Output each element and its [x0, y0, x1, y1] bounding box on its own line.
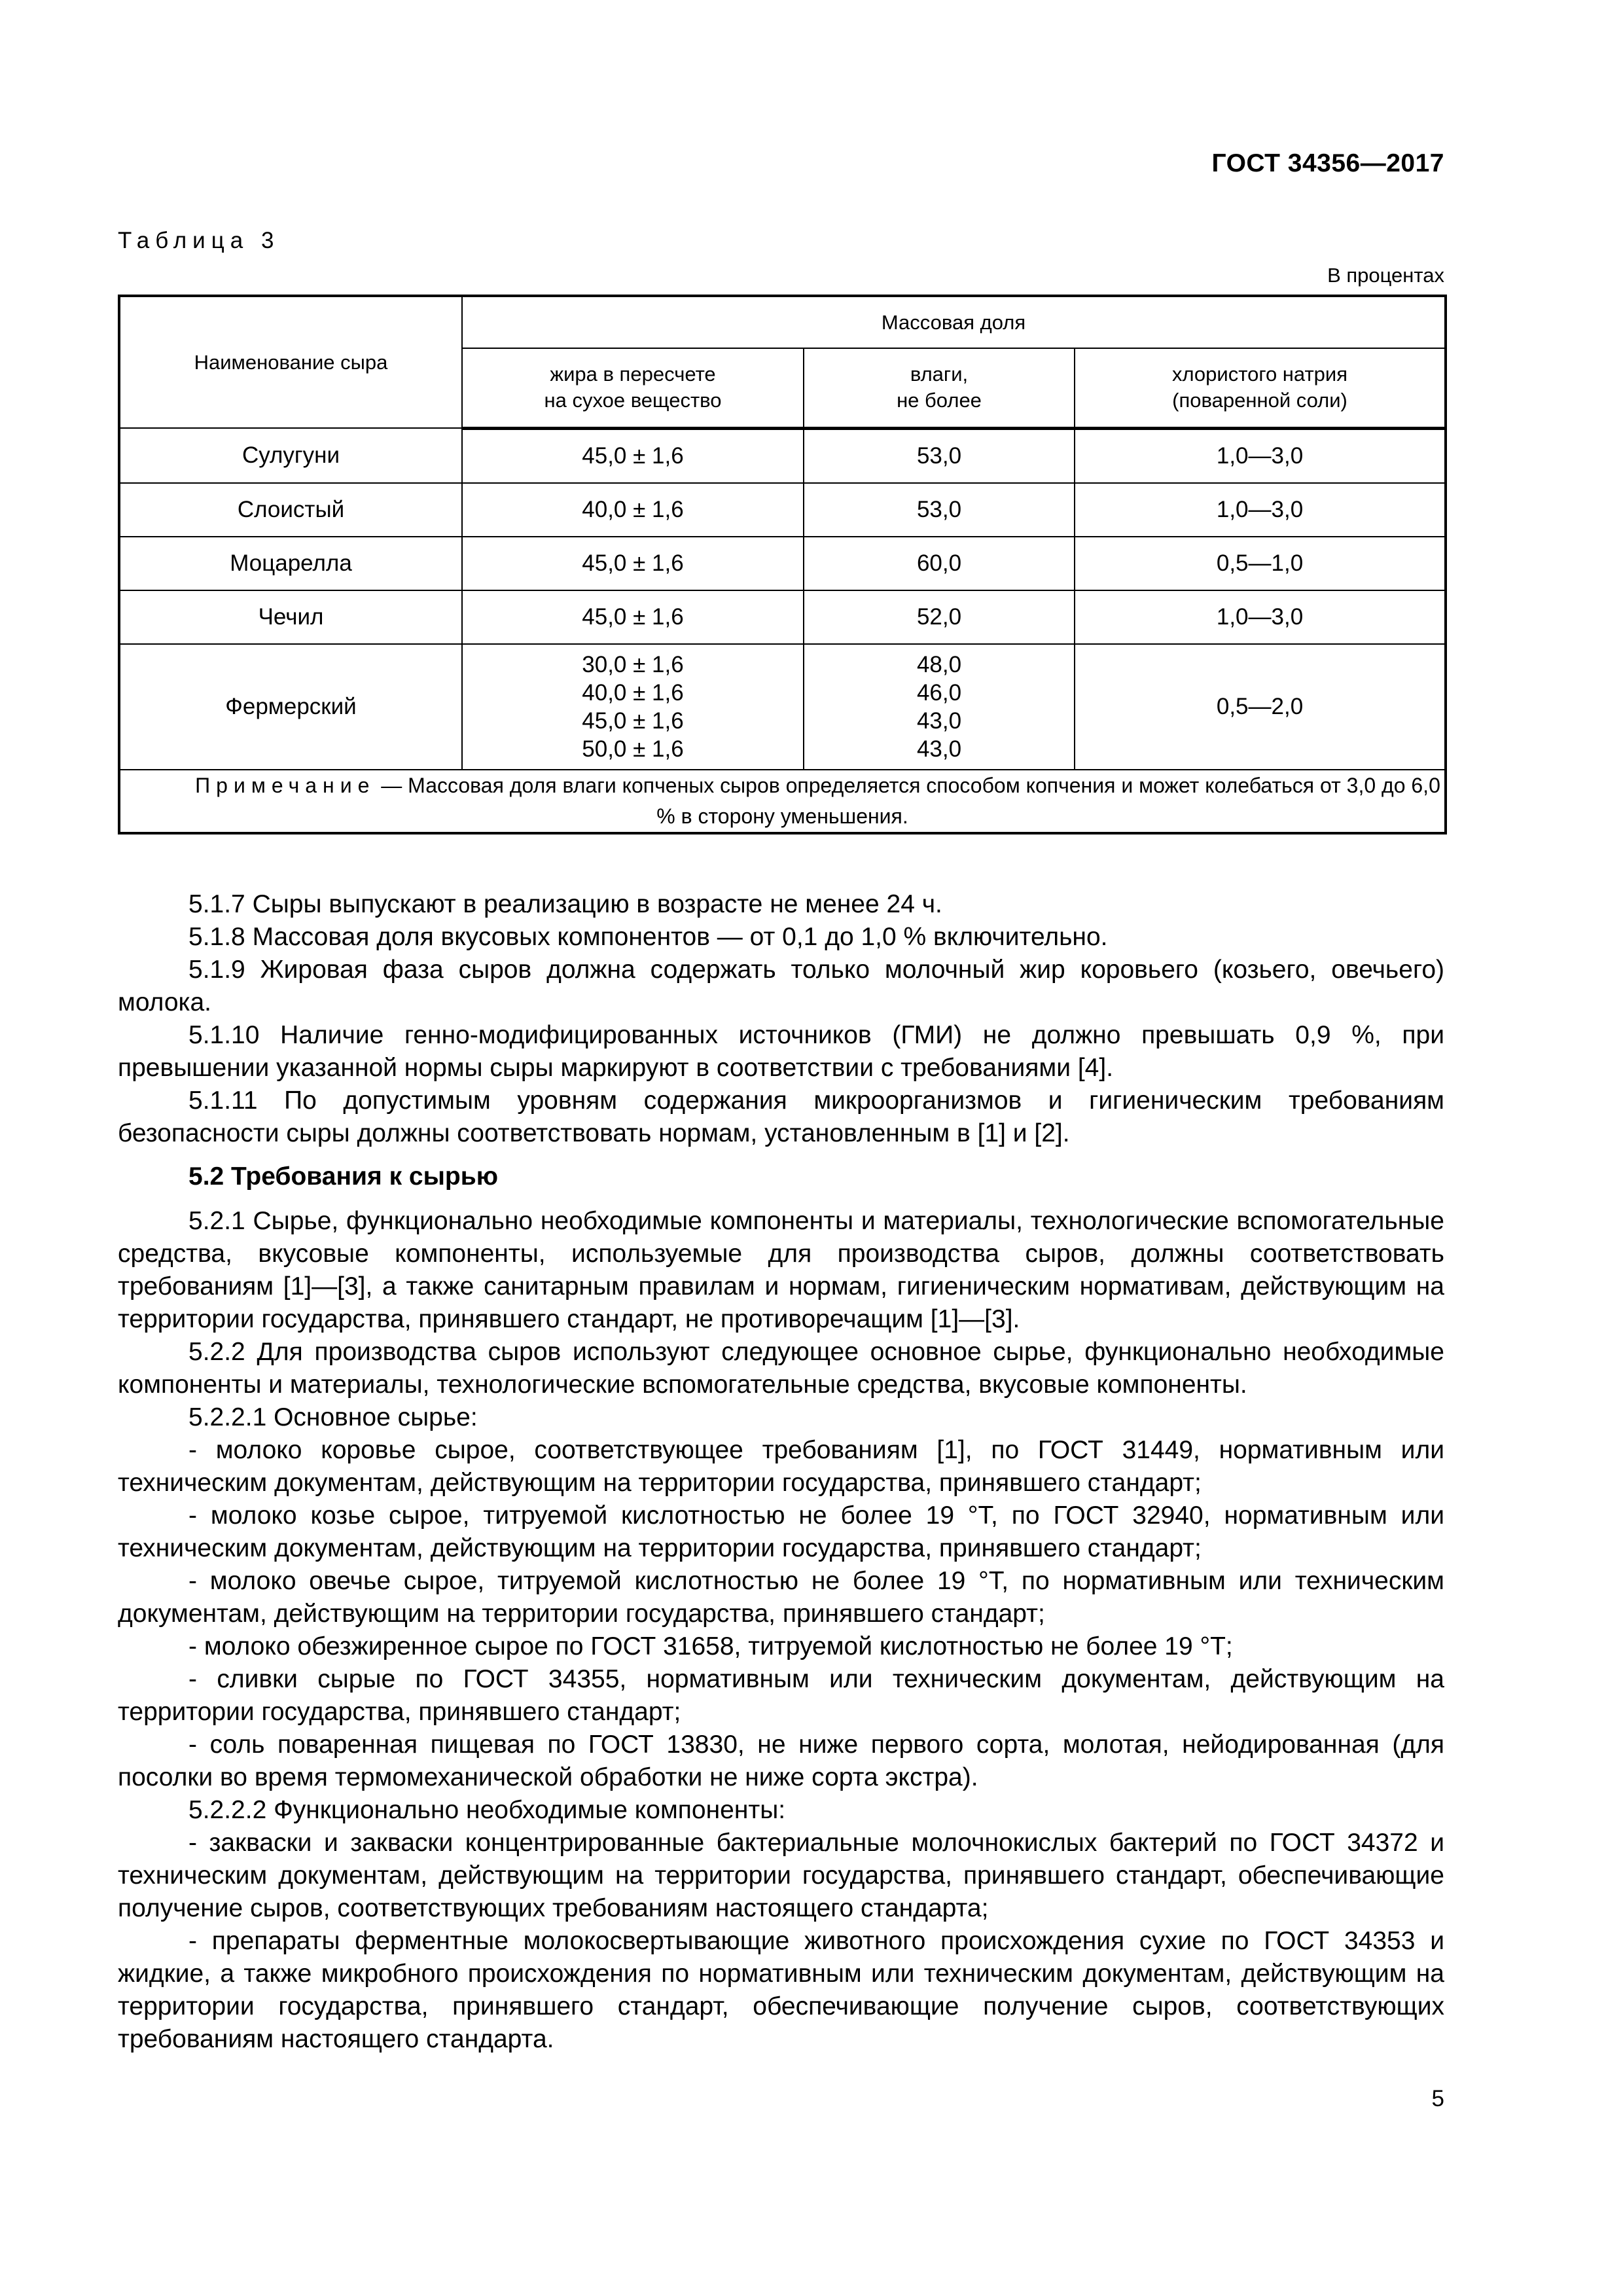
table-row [119, 590, 1446, 644]
cell-moisture: 53,0 [804, 483, 1075, 537]
header-fat-line2: на сухое вещество [544, 389, 722, 412]
header-salt-line2: (поваренной соли) [1172, 389, 1347, 412]
cell-moisture: 53,0 [804, 428, 1075, 483]
cell-salt: 0,5—1,0 [1075, 537, 1446, 590]
clause-5-1-9: 5.1.9 Жировая фаза сыров должна содержать только молочный жир коровьего (козьего, овечьего) молока. [118, 956, 1444, 1016]
table-label: Таблица 3 [118, 228, 280, 253]
cell-fat-value: 50,0 ± 1,6 [582, 736, 684, 762]
cell-salt: 0,5—2,0 [1075, 644, 1446, 770]
header-mass-fraction: Массовая доля [462, 296, 1446, 348]
note-text: — Массовая доля влаги копченых сыров определяется способом копчения и может колебаться от 3,0 до 6,0 % в сторону уменьшения. [375, 773, 1440, 828]
list-item: - молоко овечье сырое, титруемой кислотностью не более 19 °Т, по нормативным или техническим документам, действующим на территории государства, принявшего стандарт; [118, 1567, 1444, 1628]
note-label: Примечание [195, 773, 376, 797]
list-item: - закваски и закваски концентрированные бактериальные молочнокислых бактерий по ГОСТ 34372 и техническим документам, действующим на территории государства, принявшего стандарт, обеспечивающие получение сыров, соответствующих требованиям настоящего стандарта; [118, 1829, 1444, 1922]
list-item: - препараты ферментные молокосвертывающие животного происхождения сухие по ГОСТ 34353 и жидкие, а также микробного происхождения по нормативным или техническим документам, действующим на территории государства, принявшего стандарт, обеспечивающие получение сыров, соответствующих требованиям настоящего стандарта. [118, 1927, 1444, 2053]
cheese-composition-table [118, 295, 1447, 834]
clause-5-1-11: 5.1.11 По допустимым уровням содержания микроорганизмов и гигиеническим требованиям безопасности сыры должны соответствовать нормам, установленным в [1] и [2]. [118, 1086, 1444, 1147]
body-text [118, 888, 1444, 2056]
cell-moisture-list [804, 644, 1075, 770]
cell-name: Фермерский [119, 644, 462, 770]
clause-5-2-2: 5.2.2 Для производства сыров используют следующее основное сырье, функционально необходимые компоненты и материалы, технологические вспомогательные средства, вкусовые компоненты. [118, 1338, 1444, 1399]
page-number: 5 [1431, 2086, 1444, 2111]
cell-salt: 1,0—3,0 [1075, 590, 1446, 644]
cell-name: Сулугуни [119, 428, 462, 483]
table-row [119, 428, 1446, 483]
list-item: - молоко козье сырое, титруемой кислотностью не более 19 °Т, по ГОСТ 32940, нормативным или техническим документам, действующим на территории государства, принявшего стандарт; [118, 1501, 1444, 1562]
clause-5-2-2-2: 5.2.2.2 Функционально необходимые компоненты: [188, 1796, 786, 1824]
table-row [119, 483, 1446, 537]
cell-moisture: 60,0 [804, 537, 1075, 590]
cell-fat-value: 30,0 ± 1,6 [582, 651, 684, 677]
cell-moisture: 52,0 [804, 590, 1075, 644]
table-note [119, 770, 1446, 833]
list-item: - сливки сырые по ГОСТ 34355, нормативным или техническим документам, действующим на территории государства, принявшего стандарт; [118, 1665, 1444, 1726]
clause-5-2-2-1: 5.2.2.1 Основное сырье: [188, 1403, 478, 1431]
header-moisture-line2: не более [897, 389, 982, 412]
header-fat [462, 348, 804, 428]
table-row [119, 537, 1446, 590]
cell-fat: 45,0 ± 1,6 [462, 590, 804, 644]
list-item: - молоко обезжиренное сырое по ГОСТ 31658, титруемой кислотностью не более 19 °Т; [188, 1632, 1233, 1660]
cell-moisture-value: 43,0 [916, 708, 962, 734]
clause-5-1-7: 5.1.7 Сыры выпускают в реализацию в возрасте не менее 24 ч. [188, 890, 942, 918]
clause-5-1-8: 5.1.8 Массовая доля вкусовых компонентов — от 0,1 до 1,0 % включительно. [188, 923, 1108, 951]
list-item: - молоко коровье сырое, соответствующее требованиям [1], по ГОСТ 31449, нормативным или техническим документам, действующим на территории государства, принявшего стандарт; [118, 1436, 1444, 1497]
cell-fat-value: 45,0 ± 1,6 [582, 708, 684, 734]
header-moisture-line1: влаги, [910, 363, 969, 386]
cell-name: Слоистый [119, 483, 462, 537]
cell-fat-value: 40,0 ± 1,6 [582, 679, 684, 706]
clause-5-2-1: 5.2.1 Сырье, функционально необходимые компоненты и материалы, технологические вспомогательные средства, вкусовые компоненты, используемые для производства сыров, должны соответствовать требованиям [1]—[3], а также санитарным правилам и нормам, гигиеническим нормативам, действующим на территории государства, принявшего стандарт, не противоречащим [1]—[3]. [118, 1207, 1444, 1333]
table-units: В процентах [1327, 264, 1444, 287]
clause-5-1-10: 5.1.10 Наличие генно-модифицированных источников (ГМИ) не должно превышать 0,9 %, при превышении указанной нормы сыры маркируют в соответствии с требованиями [4]. [118, 1021, 1444, 1082]
cell-name: Чечил [119, 590, 462, 644]
cell-moisture-value: 43,0 [916, 736, 962, 762]
cell-moisture-value: 46,0 [916, 679, 962, 706]
cell-fat-list [462, 644, 804, 770]
header-moisture [804, 348, 1075, 428]
header-fat-line1: жира в пересчете [550, 363, 716, 386]
cell-fat: 45,0 ± 1,6 [462, 537, 804, 590]
cell-fat: 45,0 ± 1,6 [462, 428, 804, 483]
section-heading-5-2: 5.2 Требования к сырью [188, 1162, 499, 1191]
cell-salt: 1,0—3,0 [1075, 428, 1446, 483]
list-item: - соль поваренная пищевая по ГОСТ 13830, не ниже первого сорта, молотая, нейодированная (для посолки во время термомеханической обработки не ниже сорта экстра). [118, 1731, 1444, 1791]
cell-name: Моцарелла [119, 537, 462, 590]
cell-salt: 1,0—3,0 [1075, 483, 1446, 537]
header-cheese-name: Наименование сыра [119, 296, 462, 428]
header-salt-line1: хлористого натрия [1172, 363, 1348, 386]
table-row [119, 644, 1446, 770]
document-code: ГОСТ 34356—2017 [1211, 149, 1444, 177]
cell-fat: 40,0 ± 1,6 [462, 483, 804, 537]
header-salt [1075, 348, 1446, 428]
cell-moisture-value: 48,0 [916, 651, 962, 677]
